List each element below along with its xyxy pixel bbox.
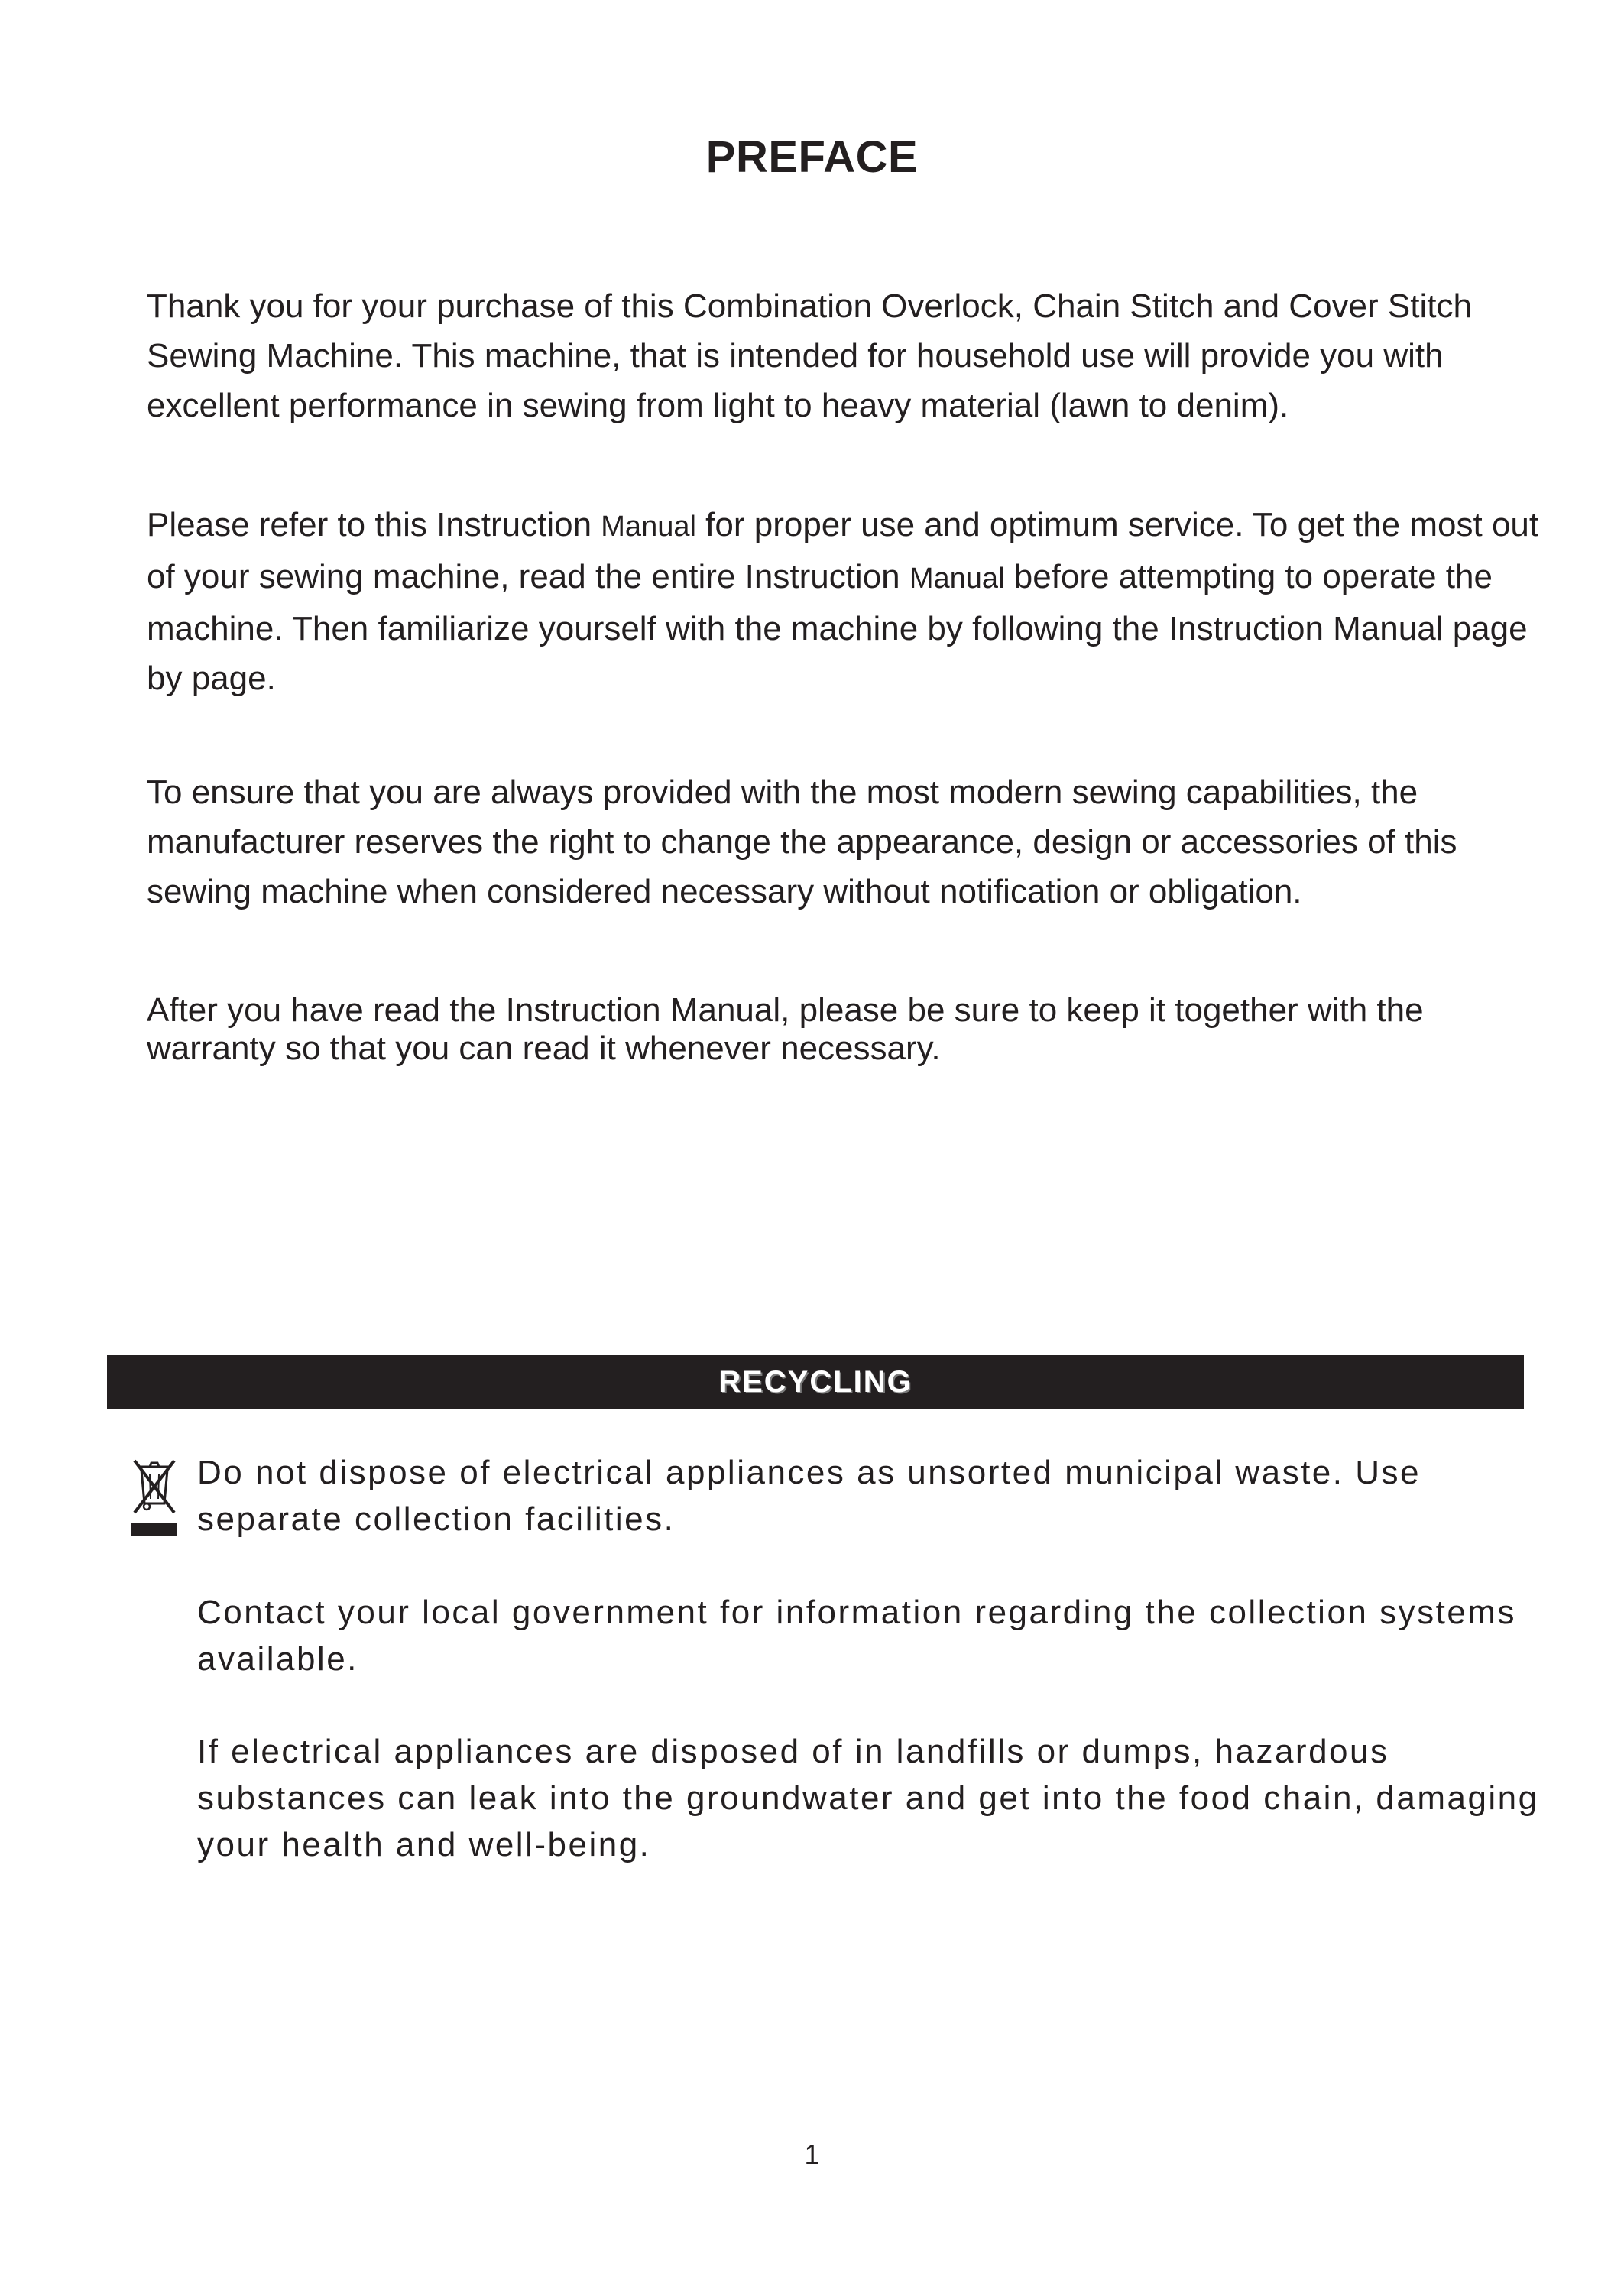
preface-paragraph-2-part-c: for proper use and optimum service. To get the most out of your sewing machine, read the entire Instruction [147, 506, 1539, 595]
recycling-header-bar [107, 1355, 1524, 1409]
recycling-heading: RECYCLING [718, 1365, 912, 1399]
preface-paragraph-3: To ensure that you are always provided with the most modern sewing capabilities, the manufacturer reserves the right to change the appearance, design or accessories of this sewing machine when considered necessary without notification or obligation. [147, 774, 1457, 910]
page-number: 1 [804, 2139, 820, 2170]
preface-paragraph-2-part-e: before attempting to operate the machine. Then familiarize yourself with the machine by following the Instruction Manual page by page. [147, 558, 1528, 697]
recycling-paragraph-3: If electrical appliances are disposed of in landfills or dumps, hazardous substances can leak into the groundwater and get into the food chain, damaging your health and well-being. [197, 1733, 1539, 1863]
recycling-paragraph-1: Do not dispose of electrical appliances as unsorted municipal waste. Use separate collection facilities. [197, 1454, 1421, 1538]
crossed-out-wheelie-bin-icon [130, 1456, 179, 1540]
recycling-paragraph-2: Contact your local government for information regarding the collection systems available. [197, 1594, 1516, 1678]
manual-word: Manual [601, 511, 696, 543]
preface-paragraph-1: Thank you for your purchase of this Combination Overlock, Chain Stitch and Cover Stitch Sewing Machine. This machine, that is intended for household use will provide you with excellent performance in sewing from light to heavy material (lawn to denim). [147, 287, 1472, 424]
manual-word: Manual [909, 563, 1005, 595]
preface-paragraph-2 [147, 500, 1553, 703]
page-title: PREFACE [705, 132, 919, 182]
preface-paragraph-4: After you have read the Instruction Manual, please be sure to keep it together with the warranty so that you can read it whenever necessary. [147, 991, 1424, 1067]
preface-paragraph-2-part-a: Please refer to this Instruction [147, 506, 601, 543]
